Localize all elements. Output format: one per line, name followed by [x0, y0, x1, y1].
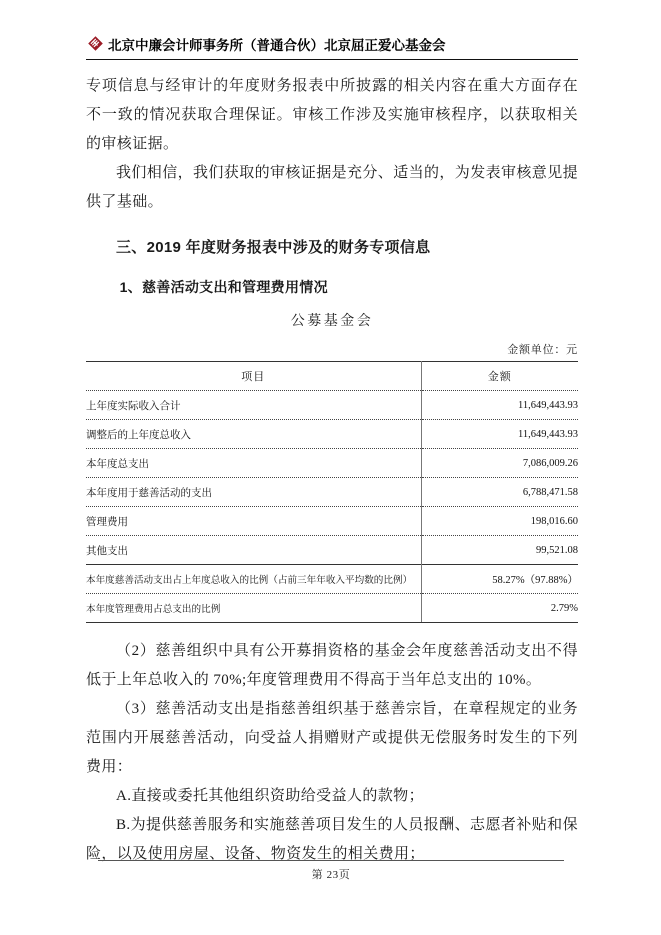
row-amount-value: 6,788,471.58 [421, 478, 578, 507]
row-amount-value: 2.79% [421, 594, 578, 623]
row-item-label: 本年度管理费用占总支出的比例 [86, 594, 421, 623]
paragraph-expenditure-threshold: （2）慈善组织中具有公开募捐资格的基金会年度慈善活动支出不得低于上年总收入的 70%;年度管理费用不得高于当年总支出的 10%。 [86, 643, 578, 688]
page-footer [98, 860, 564, 882]
table-row [86, 478, 578, 507]
row-item-label: 管理费用 [86, 507, 421, 536]
column-header-amount: 金额 [421, 362, 578, 391]
row-amount-value: 7,086,009.26 [421, 449, 578, 478]
table-row [86, 449, 578, 478]
paragraph-audit-basis: 我们相信，我们获取的审核证据是充分、适当的，为发表审核意见提供了基础。 [86, 165, 579, 210]
row-item-label: 本年度慈善活动支出占上年度总收入的比例（占前三年年收入平均数的比例） [86, 565, 421, 594]
row-amount-value: 58.27%（97.88%） [421, 565, 578, 594]
table-row [86, 420, 578, 449]
amount-unit-note: 金额单位：元 [507, 344, 578, 356]
row-amount-value: 198,016.60 [421, 507, 578, 536]
document-content [86, 72, 578, 869]
row-item-label: 调整后的上年度总收入 [86, 420, 421, 449]
row-item-label: 本年度用于慈善活动的支出 [86, 478, 421, 507]
column-header-item: 项目 [86, 362, 421, 391]
table-row-ratio [86, 594, 578, 623]
row-amount-value: 11,649,443.93 [421, 391, 578, 420]
diamond-seal-logo-icon [86, 34, 105, 53]
row-item-label: 上年度实际收入合计 [86, 391, 421, 420]
table-caption-public-foundation: 公募基金会 [290, 314, 374, 329]
table-row [86, 507, 578, 536]
row-amount-value: 11,649,443.93 [421, 420, 578, 449]
section-heading-financial-special-info: 三、2019 年度财务报表中涉及的财务专项信息 [116, 239, 431, 256]
row-item-label: 其他支出 [86, 536, 421, 565]
financial-table [86, 361, 578, 623]
row-item-label: 本年度总支出 [86, 449, 421, 478]
letterhead [86, 34, 578, 60]
letterhead-title: 北京中廉会计师事务所（普通合伙）北京屈正爱心基金会 [108, 38, 446, 53]
paragraph-charity-expenditure-definition: （3）慈善活动支出是指慈善组织基于慈善宗旨，在章程规定的业务范围内开展慈善活动，向受益人捐赠财产或提供无偿服务时发生的下列费用： [86, 701, 578, 775]
table-row [86, 536, 578, 565]
row-amount-value: 99,521.08 [421, 536, 578, 565]
table-header-row [86, 362, 578, 391]
table-row [86, 391, 578, 420]
paragraph-item-b: B.为提供慈善服务和实施慈善项目发生的人员报酬、志愿者补贴和保险，以及使用房屋、设备、物资发生的相关费用； [86, 817, 578, 862]
paragraph-item-a: A.直接或委托其他组织资助给受益人的款物； [116, 788, 424, 804]
sub-heading-charity-expenditure: 1、慈善活动支出和管理费用情况 [119, 279, 328, 295]
page-number: 第 23页 [311, 869, 351, 881]
table-row-ratio [86, 565, 578, 594]
paragraph-audit-evidence-scope: 专项信息与经审计的年度财务报表中所披露的相关内容在重大方面存在不一致的情况获取合理保证。审核工作涉及实施审核程序，以获取相关的审核证据。 [86, 78, 578, 152]
table-body [86, 391, 578, 623]
